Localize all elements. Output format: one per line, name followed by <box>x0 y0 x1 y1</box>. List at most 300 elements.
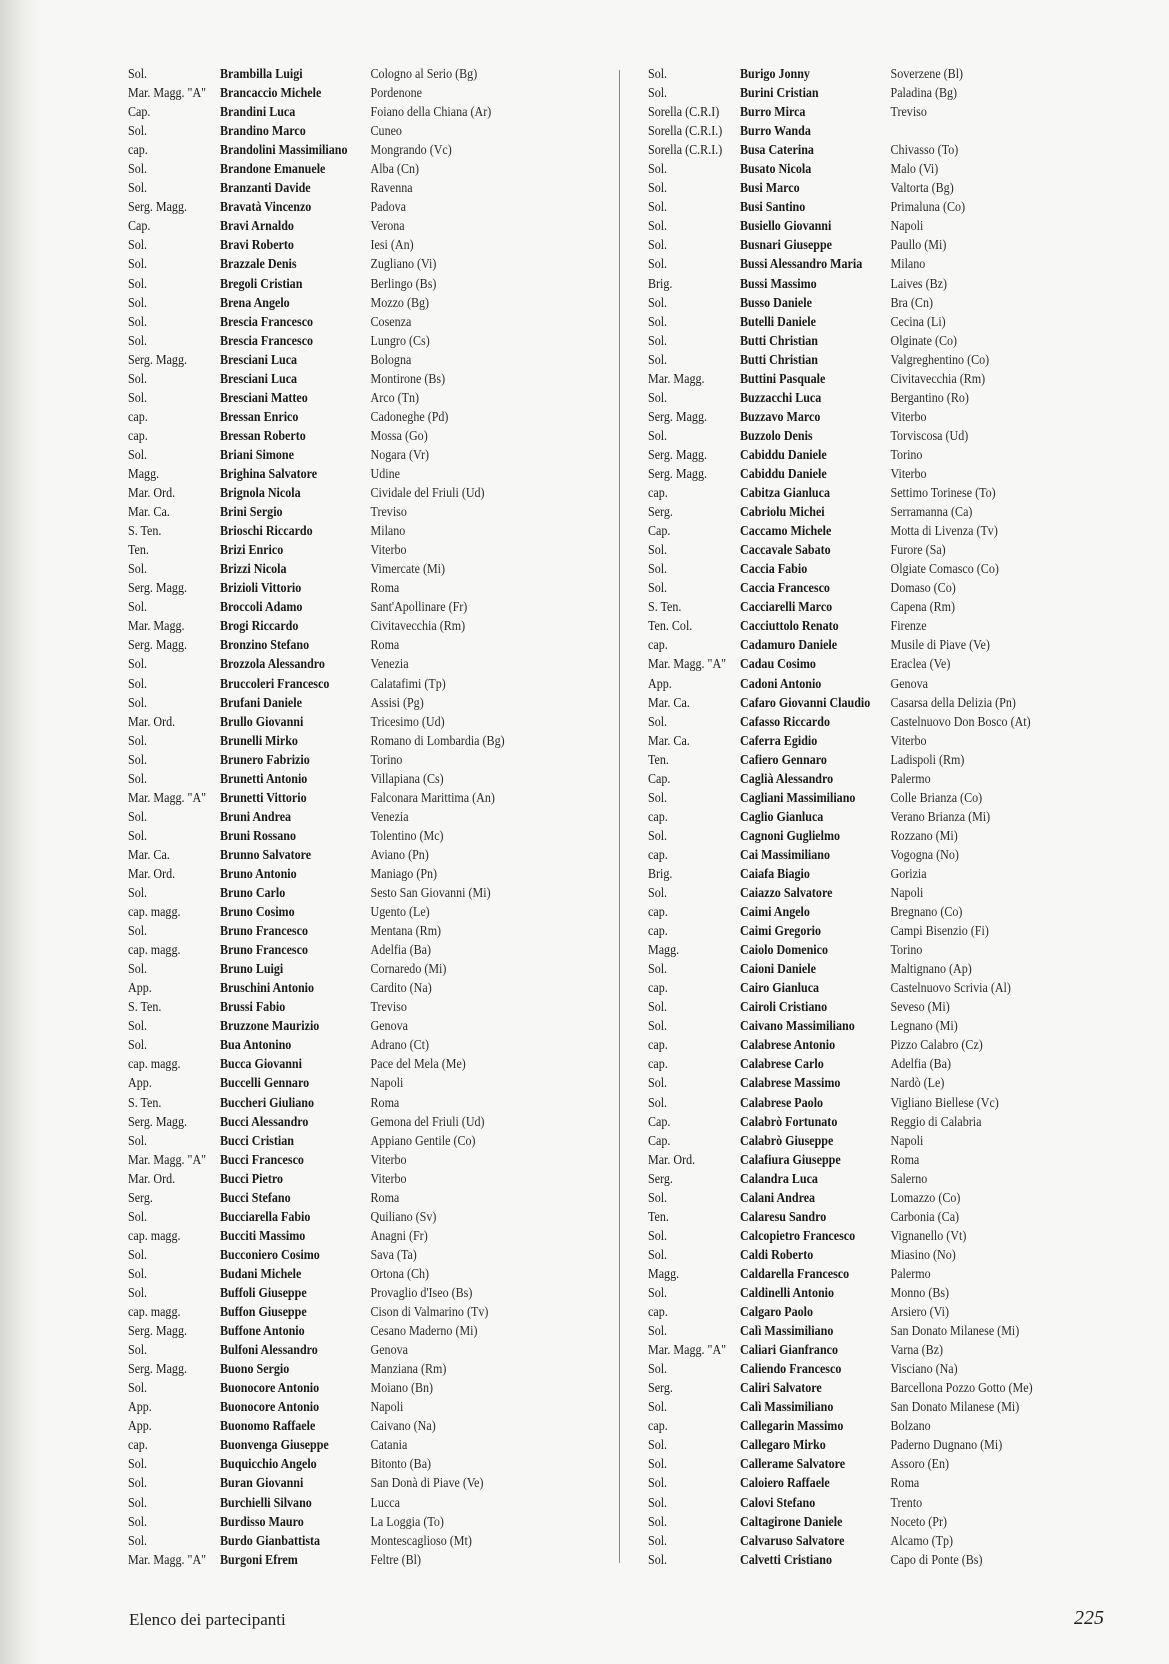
participant-name: Bresciani Matteo <box>220 390 308 406</box>
participant-row <box>128 903 517 922</box>
participant-row <box>648 865 1037 884</box>
participant-place: Iesi (An) <box>370 238 414 254</box>
participant-name: Bravatà Vincenzo <box>220 200 312 216</box>
participant-rank: Sol. <box>128 1266 148 1282</box>
participant-place: Roma <box>370 581 400 597</box>
participant-name: Bruccoleri Francesco <box>220 676 330 692</box>
participant-row <box>128 1455 517 1474</box>
participant-place: Tricesimo (Ud) <box>370 714 445 730</box>
participant-place: Cardito (Na) <box>370 981 432 997</box>
participant-place: Bologna <box>370 352 412 368</box>
participant-name: Cadamuro Daniele <box>740 638 838 654</box>
participant-name: Busato Nicola <box>740 162 812 178</box>
participant-place: Genova <box>370 1019 408 1035</box>
participant-place: Serramanna (Ca) <box>890 505 973 521</box>
participant-name: Cairoli Cristiano <box>740 1000 828 1016</box>
participant-row <box>128 1017 517 1036</box>
participant-row <box>128 694 517 713</box>
participant-place: Treviso <box>370 1000 407 1016</box>
participant-row <box>128 160 517 179</box>
participant-place: Settimo Torinese (To) <box>890 486 996 502</box>
participant-row <box>648 389 1037 408</box>
participant-rank: cap. <box>128 1438 148 1454</box>
participant-name: Buffoli Giuseppe <box>220 1286 307 1301</box>
participant-name: Burdo Gianbattista <box>220 1533 321 1549</box>
participant-row <box>128 1494 517 1513</box>
participant-rank: cap. <box>648 809 668 825</box>
participant-name: Cacciuttolo Renato <box>740 619 839 635</box>
participant-row <box>648 598 1037 617</box>
participant-place: Arco (Tn) <box>370 390 420 406</box>
participant-row <box>648 732 1037 751</box>
participant-place: Aviano (Pn) <box>370 847 429 863</box>
participant-place: Valgreghentino (Co) <box>890 352 990 368</box>
participant-place: Mentana (Rm) <box>370 924 442 940</box>
participant-row <box>648 294 1037 313</box>
participant-row <box>128 1094 517 1113</box>
participant-rank: cap. <box>128 409 148 425</box>
participant-row <box>128 179 517 198</box>
participant-row <box>648 1113 1037 1132</box>
participant-place: Monno (Bs) <box>890 1286 950 1301</box>
participant-name: Brignola Nicola <box>220 486 301 502</box>
participant-row <box>648 560 1037 579</box>
participant-name: Caccamo Michele <box>740 524 832 540</box>
participant-row <box>128 1436 517 1455</box>
participant-rank: Serg. Magg. <box>128 1114 187 1130</box>
participant-row <box>128 941 517 960</box>
participant-rank: Sol. <box>128 314 148 330</box>
participant-place: Colle Brianza (Co) <box>890 790 983 806</box>
participant-name: Brandone Emanuele <box>220 162 326 178</box>
participant-name: Bucci Cristian <box>220 1133 294 1149</box>
participant-place: Calatafimi (Tp) <box>370 676 446 692</box>
participant-rank: Sol. <box>648 1324 668 1340</box>
participant-name: Busiello Giovanni <box>740 219 832 235</box>
participant-place: Appiano Gentile (Co) <box>370 1133 476 1149</box>
participant-place: Sava (Ta) <box>370 1247 417 1263</box>
participant-rank: Mar. Magg. "A" <box>128 86 207 102</box>
participant-rank: Ten. <box>128 543 149 559</box>
participant-row <box>648 1436 1037 1455</box>
page-number: 225 <box>1074 1607 1104 1629</box>
participant-place: Furore (Sa) <box>890 543 946 559</box>
participant-place: Seveso (Mi) <box>890 1000 950 1016</box>
participant-place: Quiliano (Sv) <box>370 1209 437 1225</box>
participant-place: Palermo <box>890 1266 931 1282</box>
participant-place: Olgiate Comasco (Co) <box>890 562 999 578</box>
participant-row <box>128 808 517 827</box>
participant-place: Lungro (Cs) <box>370 333 430 349</box>
participant-name: Caldinelli Antonio <box>740 1286 835 1301</box>
participant-place: Castelnuovo Scrivia (Al) <box>890 981 1011 997</box>
participant-rank: Sol. <box>128 886 148 902</box>
participant-row <box>128 122 517 141</box>
participant-place: Palermo <box>890 771 931 787</box>
participant-row <box>648 1455 1037 1474</box>
participant-name: Brullo Giovanni <box>220 714 304 730</box>
participant-row <box>648 846 1037 865</box>
participant-row <box>648 789 1037 808</box>
participant-row <box>128 1551 517 1570</box>
participant-name: Cabitza Gianluca <box>740 486 830 502</box>
participant-rank: Sol. <box>648 1019 668 1035</box>
participant-place: San Donà di Piave (Ve) <box>370 1476 484 1492</box>
participant-name: Brizioli Vittorio <box>220 581 302 597</box>
participant-rank: cap. <box>648 638 668 654</box>
participant-place: Cuneo <box>370 124 402 140</box>
participant-name: Cafaro Giovanni Claudio <box>740 695 871 711</box>
participant-name: Calvetti Cristiano <box>740 1552 832 1568</box>
participant-name: Caferra Egidio <box>740 733 818 749</box>
participant-rank: cap. <box>128 143 148 159</box>
participant-row <box>128 484 517 503</box>
participant-name: Calcopietro Francesco <box>740 1228 856 1244</box>
participant-rank: Sol. <box>648 1533 668 1549</box>
participant-row <box>648 1532 1037 1551</box>
participant-name: Bressan Enrico <box>220 409 299 425</box>
participant-row <box>648 884 1037 903</box>
participant-place: Domaso (Co) <box>890 581 956 597</box>
participant-place: Cison di Valmarino (Tv) <box>370 1305 489 1321</box>
participant-place: Lucca <box>370 1495 400 1511</box>
participant-rank: Serg. Magg. <box>128 1362 187 1378</box>
participant-row <box>128 598 517 617</box>
participant-name: Cafiero Gennaro <box>740 752 827 768</box>
participant-rank: App. <box>128 981 152 997</box>
participant-name: Butti Christian <box>740 333 818 349</box>
participant-rank: Sol. <box>648 352 668 368</box>
participant-row <box>648 751 1037 770</box>
participant-name: Buffone Antonio <box>220 1324 305 1340</box>
participant-row <box>128 1151 517 1170</box>
participant-place: Salerno <box>890 1171 928 1187</box>
participant-row <box>128 465 517 484</box>
participant-row <box>128 1036 517 1055</box>
participant-place: Carbonia (Ca) <box>890 1209 960 1225</box>
participant-name: Bressan Roberto <box>220 428 306 444</box>
participant-place: Varna (Bz) <box>890 1343 944 1359</box>
participant-place: Eraclea (Ve) <box>890 657 951 673</box>
participant-rank: Serg. <box>648 505 673 521</box>
participant-rank: Sol. <box>648 1400 668 1416</box>
participant-place: Motta di Livenza (Tv) <box>890 524 998 540</box>
participant-rank: Serg. Magg. <box>648 466 707 482</box>
participant-place: Treviso <box>370 505 407 521</box>
participant-rank: Sol. <box>648 543 668 559</box>
participant-row <box>128 617 517 636</box>
participant-row <box>128 1398 517 1417</box>
participant-place: Trento <box>890 1495 923 1511</box>
participant-place: Civitavecchia (Rm) <box>890 371 986 387</box>
participant-place: Bitonto (Ba) <box>370 1457 432 1473</box>
participant-rank: Sol. <box>128 752 148 768</box>
participant-name: Bucciarella Fabio <box>220 1209 311 1225</box>
participant-rank: Sol. <box>648 1247 668 1263</box>
participant-row <box>648 1208 1037 1227</box>
participant-place: Ortona (Ch) <box>370 1266 430 1282</box>
participant-name: Brunetti Vittorio <box>220 790 307 806</box>
participant-place: Capo di Ponte (Bs) <box>890 1552 983 1568</box>
participant-rank: Serg. Magg. <box>648 409 707 425</box>
participant-place: San Donato Milanese (Mi) <box>890 1400 1020 1416</box>
participant-row <box>128 1379 517 1398</box>
participant-row <box>128 865 517 884</box>
participant-rank: Sol. <box>128 1133 148 1149</box>
participant-rank: Ten. <box>648 752 669 768</box>
participant-name: Calani Andrea <box>740 1190 816 1206</box>
participant-rank: Sol. <box>648 1286 668 1301</box>
participant-row <box>648 313 1037 332</box>
participant-rank: Serg. Magg. <box>128 200 187 216</box>
participant-rank: Mar. Ca. <box>128 847 170 863</box>
participant-name: Callerame Salvatore <box>740 1457 846 1473</box>
participant-place: Capena (Rm) <box>890 600 956 616</box>
participant-place: Napoli <box>370 1076 404 1092</box>
participant-rank: Sol. <box>128 124 148 140</box>
participant-rank: Mar. Ca. <box>648 695 690 711</box>
participant-rank: Sorella (C.R.I.) <box>648 143 723 159</box>
participant-rank: cap. <box>648 1305 668 1321</box>
participant-place: Viterbo <box>370 1171 407 1187</box>
participant-rank: Mar. Magg. "A" <box>128 1152 207 1168</box>
participant-rank: Sol. <box>128 1381 148 1397</box>
participant-row <box>648 827 1037 846</box>
participant-rank: Cap. <box>128 105 151 121</box>
participant-row <box>648 332 1037 351</box>
participant-rank: Sol. <box>128 828 148 844</box>
participant-place: Soverzene (Bl) <box>890 67 964 82</box>
participant-row <box>648 65 1037 84</box>
participant-name: Bussi Alessandro Maria <box>740 257 863 273</box>
participant-place: Mossa (Go) <box>370 428 428 444</box>
participant-row <box>128 655 517 674</box>
participant-place: Nardò (Le) <box>890 1076 945 1092</box>
participant-rank: Serg. Magg. <box>648 447 707 463</box>
participant-rank: Sol. <box>648 238 668 254</box>
participant-name: Bucci Alessandro <box>220 1114 309 1130</box>
participant-place: Visciano (Na) <box>890 1362 958 1378</box>
participant-row <box>128 217 517 236</box>
participant-row <box>128 1246 517 1265</box>
participant-row <box>128 1189 517 1208</box>
participant-rank: Sol. <box>648 162 668 178</box>
participant-place: Malo (Vi) <box>890 162 939 178</box>
participant-name: Brini Sergio <box>220 505 283 521</box>
participant-row <box>128 979 517 998</box>
participant-name: Calabrò Fortunato <box>740 1114 838 1130</box>
participant-rank: Sol. <box>648 581 668 597</box>
participant-row <box>648 1151 1037 1170</box>
participant-place: Torviscosa (Ud) <box>890 428 969 444</box>
participant-place: Manziana (Rm) <box>370 1362 447 1378</box>
participant-name: Bucci Francesco <box>220 1152 304 1168</box>
participant-name: Bruni Andrea <box>220 809 292 825</box>
participant-row <box>648 617 1037 636</box>
participant-name: Caldi Roberto <box>740 1247 814 1263</box>
participant-rank: Sol. <box>128 600 148 616</box>
participant-rank: Cap. <box>648 771 671 787</box>
participant-row <box>648 1494 1037 1513</box>
participant-name: Burro Mirca <box>740 105 806 121</box>
participant-rank: Sol. <box>128 771 148 787</box>
participant-name: Briani Simone <box>220 447 294 463</box>
participant-rank: Sol. <box>648 219 668 235</box>
participant-name: Bussi Massimo <box>740 276 817 292</box>
participants-column-right <box>648 65 1100 1570</box>
participant-name: Burigo Jonny <box>740 67 810 82</box>
participant-row <box>128 579 517 598</box>
participant-name: Caccia Francesco <box>740 581 830 597</box>
participant-row <box>128 389 517 408</box>
participant-place: La Loggia (To) <box>370 1514 444 1530</box>
participant-place: Zugliano (Vi) <box>370 257 437 273</box>
participant-row <box>648 903 1037 922</box>
participant-rank: Sol. <box>648 1457 668 1473</box>
participant-row <box>648 1132 1037 1151</box>
participant-row <box>648 1170 1037 1189</box>
participant-name: Busnari Giuseppe <box>740 238 833 254</box>
participant-rank: Sol. <box>128 962 148 978</box>
participant-place: Udine <box>370 466 400 482</box>
participant-place: Vogogna (No) <box>890 847 959 863</box>
participant-place: Vimercate (Mi) <box>370 562 446 578</box>
participant-place: Anagni (Fr) <box>370 1228 428 1244</box>
participant-place: Villapiana (Cs) <box>370 771 444 787</box>
participant-name: Broccoli Adamo <box>220 600 303 616</box>
participant-place: Viterbo <box>370 543 407 559</box>
participant-row <box>648 1227 1037 1246</box>
participant-rank: Sol. <box>128 1457 148 1473</box>
participant-row <box>128 770 517 789</box>
participant-name: Brambilla Luigi <box>220 67 303 82</box>
participant-place: Paderno Dugnano (Mi) <box>890 1438 1003 1454</box>
participant-name: Brena Angelo <box>220 295 290 311</box>
participant-row <box>128 1417 517 1436</box>
participant-rank: cap. magg. <box>128 905 181 921</box>
participant-place: Pordenone <box>370 86 423 102</box>
participant-name: Buccelli Gennaro <box>220 1076 310 1092</box>
participant-rank: Mar. Ord. <box>128 714 176 730</box>
participant-name: Cabiddu Daniele <box>740 447 827 463</box>
participant-place: Civitavecchia (Rm) <box>370 619 466 635</box>
participant-place: Adelfia (Ba) <box>890 1057 952 1073</box>
participant-place: Ladispoli (Rm) <box>890 752 965 768</box>
participant-name: Buran Giovanni <box>220 1476 304 1492</box>
participant-place: Adrano (Ct) <box>370 1038 430 1054</box>
participant-name: Brandolini Massimiliano <box>220 143 348 159</box>
participant-rank: Serg. Magg. <box>128 1324 187 1340</box>
participant-name: Bruno Francesco <box>220 943 308 959</box>
participant-name: Calabrese Carlo <box>740 1057 824 1073</box>
participant-row <box>648 675 1037 694</box>
participant-name: Calovi Stefano <box>740 1495 816 1511</box>
participant-name: Butelli Daniele <box>740 314 816 330</box>
participant-name: Buffon Giuseppe <box>220 1305 307 1321</box>
participant-name: Burro Wanda <box>740 124 811 140</box>
participant-row <box>648 351 1037 370</box>
participant-rank: Cap. <box>648 1133 671 1149</box>
participant-name: Buccheri Giuliano <box>220 1095 315 1111</box>
participant-name: Brizzi Nicola <box>220 562 287 578</box>
participant-name: Buquicchio Angelo <box>220 1457 317 1473</box>
participant-name: Brescia Francesco <box>220 333 314 349</box>
participant-name: Brussi Fabio <box>220 1000 286 1016</box>
participant-row <box>128 960 517 979</box>
participant-name: Caloiero Raffaele <box>740 1476 830 1492</box>
participant-row <box>648 655 1037 674</box>
participant-name: Caltagirone Daniele <box>740 1514 843 1530</box>
participant-rank: Sol. <box>128 1247 148 1263</box>
participant-row <box>648 1017 1037 1036</box>
participant-place: Firenze <box>890 619 927 635</box>
participant-place: Casarsa della Delizia (Pn) <box>890 695 1016 711</box>
participant-place: Pace del Mela (Me) <box>370 1057 466 1073</box>
participant-rank: cap. <box>648 905 668 921</box>
participant-name: Calabrò Giuseppe <box>740 1133 834 1149</box>
participant-place: Venezia <box>370 657 409 673</box>
participant-rank: Sol. <box>128 657 148 673</box>
participant-row <box>648 484 1037 503</box>
participant-name: Caccia Fabio <box>740 562 808 578</box>
participant-name: Cafasso Riccardo <box>740 714 830 730</box>
participant-row <box>648 694 1037 713</box>
participant-rank: Sol. <box>648 1000 668 1016</box>
participant-row <box>648 579 1037 598</box>
participant-place: Catania <box>370 1438 408 1454</box>
participant-row <box>648 408 1037 427</box>
participant-rank: Magg. <box>648 943 680 959</box>
participant-name: Bresciani Luca <box>220 352 298 368</box>
participant-rank: Cap. <box>648 524 671 540</box>
participant-rank: Serg. <box>128 1190 153 1206</box>
participant-name: Bruno Antonio <box>220 866 297 882</box>
participant-rank: Sol. <box>648 1552 668 1568</box>
participant-name: Brizi Enrico <box>220 543 284 559</box>
participant-row <box>648 998 1037 1017</box>
participant-row <box>648 1036 1037 1055</box>
participant-row <box>128 65 517 84</box>
participant-place: Milano <box>890 257 926 273</box>
participant-rank: Mar. Ord. <box>648 1152 696 1168</box>
participant-place: Valtorta (Bg) <box>890 181 954 197</box>
participant-name: Brunelli Mirko <box>220 733 298 749</box>
participant-place: Napoli <box>370 1400 404 1416</box>
participant-row <box>648 236 1037 255</box>
participant-rank: App. <box>128 1400 152 1416</box>
participant-rank: Sol. <box>648 67 668 82</box>
participant-row <box>648 1055 1037 1074</box>
participant-place: Alba (Cn) <box>370 162 420 178</box>
participant-row <box>128 541 517 560</box>
participant-name: Buonocore Antonio <box>220 1400 320 1416</box>
participant-name: Burgoni Efrem <box>220 1552 298 1568</box>
participant-row <box>648 1474 1037 1493</box>
participant-name: Burdisso Mauro <box>220 1514 304 1530</box>
participant-row <box>648 1513 1037 1532</box>
participant-rank: Sol. <box>648 828 668 844</box>
participant-name: Cacciarelli Marco <box>740 600 833 616</box>
participant-place: Verona <box>370 219 405 235</box>
participant-row <box>648 179 1037 198</box>
participant-row <box>128 1474 517 1493</box>
participant-name: Bulfoni Alessandro <box>220 1343 318 1359</box>
participant-place: Maniago (Pn) <box>370 866 438 882</box>
participant-name: Bravi Arnaldo <box>220 219 294 235</box>
participant-name: Cagliani Massimiliano <box>740 790 856 806</box>
participant-rank: Ten. <box>648 1209 669 1225</box>
participant-row <box>648 713 1037 732</box>
